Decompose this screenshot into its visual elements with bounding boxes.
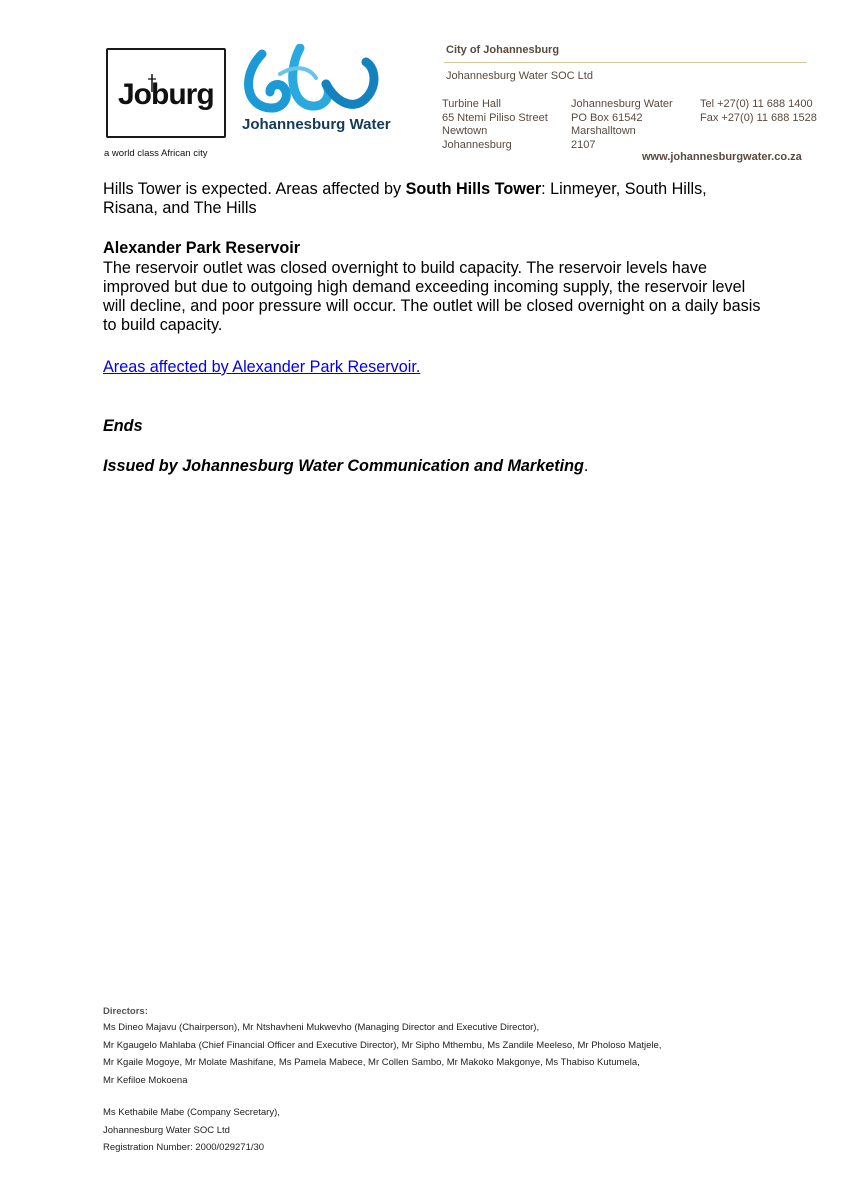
address-line: Turbine Hall [442, 98, 501, 110]
address-line: Newtown [442, 125, 488, 137]
contact-numbers [700, 98, 817, 125]
website: www.johannesburgwater.co.za [642, 151, 802, 163]
joburg-tagline: a world class African city [104, 148, 208, 159]
para-bold: South Hills Tower [405, 180, 542, 198]
company-legal-name: Johannesburg Water SOC Ltd [103, 1124, 230, 1136]
johannesburg-water-logo-text: Johannesburg Water [242, 116, 391, 133]
address-line: Johannesburg Water [571, 98, 673, 110]
directors-line: Mr Kgaile Mogoye, Mr Molate Mashifane, Ms Pamela Mabece, Mr Collen Sambo, Mr Makoko Makgonye, Ms Thabiso Kutumela, [103, 1057, 640, 1068]
company-name: Johannesburg Water SOC Ltd [446, 70, 593, 82]
address-line: PO Box 61542 [571, 111, 643, 124]
address-line: Marshalltown [571, 125, 636, 137]
company-secretary: Ms Kethabile Mabe (Company Secretary), [103, 1107, 280, 1118]
registration-number: Registration Number: 2000/029271/30 [103, 1142, 265, 1153]
corporate-info [103, 1107, 280, 1160]
joburg-logo-emblem [146, 74, 160, 94]
directors-label: Directors: [103, 1006, 148, 1017]
fax: Fax +27(0) 11 688 1528 [700, 111, 817, 124]
johannesburg-water-logo [240, 44, 390, 122]
para-text: Hills Tower is expected. Areas affected by [103, 180, 406, 198]
affected-areas-paragraph [103, 180, 763, 218]
telephone: Tel +27(0) 11 688 1400 [700, 98, 813, 110]
directors-line: Mr Kefiloe Mokoena [103, 1074, 188, 1086]
directors-line: Ms Dineo Majavu (Chairperson), Mr Ntshavheni Mukwevho (Managing Director and Executive Director), [103, 1022, 540, 1033]
header-divider [444, 62, 807, 63]
para-text: : Linmeyer, South Hills, Risana, and The Hills [103, 180, 707, 217]
directors-line: Mr Kgaugelo Mahlaba (Chief Financial Officer and Executive Director), Mr Sipho Mthembu, Ms Zandile Meeleso, Mr Pholoso Matjele, [103, 1039, 662, 1051]
ends-label: Ends [103, 417, 143, 435]
address-line: Johannesburg [442, 138, 512, 151]
issued-text: Issued by Johannesburg Water Communication and Marketing [103, 457, 584, 475]
address-line: 2107 [571, 138, 596, 151]
address-line: 65 Ntemi Piliso Street [442, 111, 548, 124]
issued-by [103, 457, 588, 476]
joburg-logo-word: Joburg [118, 78, 214, 111]
areas-affected-link[interactable]: Areas affected by Alexander Park Reservoir. [103, 358, 421, 376]
issued-period: . [583, 457, 589, 475]
section-paragraph: The reservoir outlet was closed overnight to build capacity. The reservoir levels have improved but due to outgoing high demand exceeding incoming supply, the reservoir level will decline, and poor pressure will occur. The outlet will be closed overnight on a daily basis to build capacity. [103, 259, 761, 334]
section-heading: Alexander Park Reservoir [103, 239, 301, 257]
city-name: City of Johannesburg [446, 44, 560, 56]
postal-address [571, 98, 673, 152]
directors-list [103, 1022, 661, 1092]
physical-address [442, 98, 548, 152]
